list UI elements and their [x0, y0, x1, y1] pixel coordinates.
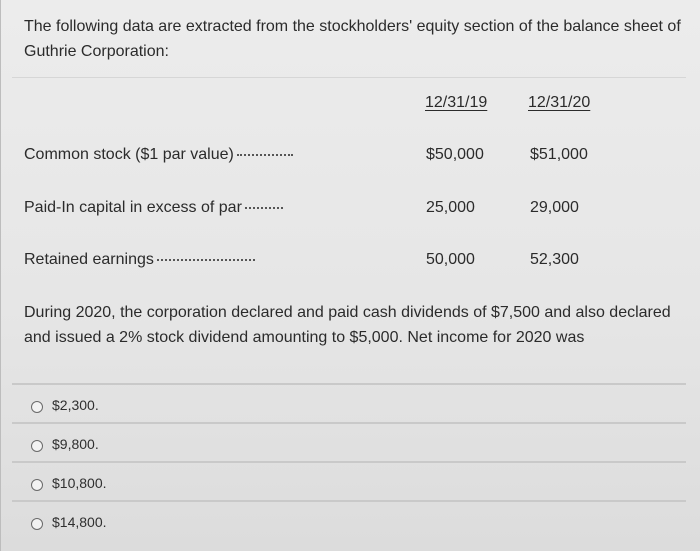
page-left-border	[0, 0, 1, 551]
option-a[interactable]	[12, 386, 686, 424]
option-label: $2,300.	[52, 397, 99, 413]
cell-common-stock-2020: $51,000	[530, 146, 588, 163]
cell-retained-earnings-2019: 50,000	[426, 251, 475, 268]
cell-retained-earnings-2020: 52,300	[530, 251, 579, 268]
option-c[interactable]	[12, 464, 686, 502]
option-d[interactable]	[12, 503, 686, 541]
row-label-text: Retained earnings	[24, 251, 154, 268]
row-label-paid-in-capital	[24, 199, 283, 217]
header-divider	[12, 77, 686, 78]
row-label-text: Paid-In capital in excess of par	[24, 199, 242, 216]
radio-button[interactable]	[31, 401, 43, 413]
dot-leader	[157, 258, 255, 261]
cell-common-stock-2019: $50,000	[426, 146, 484, 163]
option-label: $14,800.	[52, 514, 107, 530]
row-label-text: Common stock ($1 par value)	[24, 146, 234, 163]
radio-button[interactable]	[31, 479, 43, 491]
answer-options	[12, 382, 686, 551]
option-label: $9,800.	[52, 436, 99, 452]
option-label: $10,800.	[52, 475, 107, 491]
cell-paid-in-capital-2020: 29,000	[530, 199, 579, 216]
radio-button[interactable]	[31, 518, 43, 530]
row-label-retained-earnings	[24, 251, 255, 269]
intro-text: The following data are extracted from the stockholders' equity section of the balance sheet of Guthrie Corporation:	[24, 18, 681, 60]
question-text: During 2020, the corporation declared and paid cash dividends of $7,500 and also declared and issued a 2% stock dividend amounting to $5,000. Net income for 2020 was	[24, 304, 671, 346]
option-b[interactable]	[12, 425, 686, 463]
radio-button[interactable]	[31, 440, 43, 452]
dot-leader	[237, 153, 293, 156]
column-header-2020: 12/31/20	[528, 94, 591, 111]
cell-paid-in-capital-2019: 25,000	[426, 199, 475, 216]
row-label-common-stock	[24, 146, 293, 164]
dot-leader	[245, 206, 283, 209]
column-header-2019: 12/31/19	[425, 94, 488, 111]
